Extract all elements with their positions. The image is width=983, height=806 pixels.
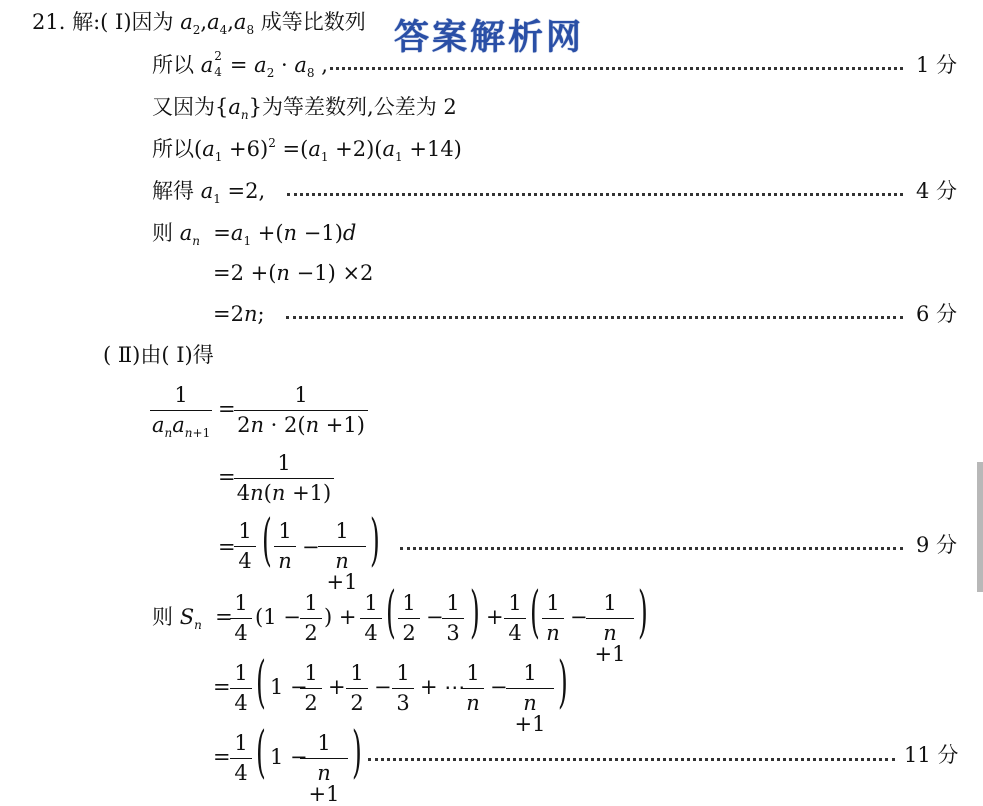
- rparen-1: ): [370, 508, 380, 573]
- lparen-2: (: [386, 580, 396, 645]
- frac-1-over-n-2: 1 n: [542, 593, 564, 644]
- equals-5: =: [213, 745, 231, 769]
- dot-leader-9: [400, 547, 903, 550]
- frac-quarter-2: 1 4: [230, 593, 252, 644]
- minus-4: −: [374, 675, 392, 699]
- step1-line: 所以 a 2 4 = $a_2 \cdot a_8$ ,: [152, 48, 328, 80]
- frac-quarter-6: 1 4: [230, 733, 252, 784]
- minus-1: −: [302, 535, 320, 559]
- sum-term1-close: ) +: [324, 605, 357, 629]
- one-minus-2: 1 −: [270, 745, 308, 769]
- watermark-text: 答案解析网: [394, 18, 585, 58]
- dot-leader-1: [330, 67, 903, 70]
- step2-tail: 为等差数列,公差为 2: [262, 95, 457, 119]
- frac-quarter-3: 1 4: [360, 593, 382, 644]
- scrollbar[interactable]: [977, 462, 983, 592]
- step1-lead: 所以: [152, 53, 194, 77]
- score-6: 6 分: [916, 302, 958, 326]
- frac-1-over-n1-2: 1 n +1: [586, 593, 634, 665]
- one-minus-1: 1 −: [270, 675, 308, 699]
- dot-leader-6: [286, 316, 903, 319]
- score-11: 11 分: [904, 743, 959, 767]
- step3-line: 所以$(a_1 +6)^2 =(a_1 +2)(a_1 +14)$: [152, 136, 462, 164]
- score-4: 4 分: [916, 179, 958, 203]
- frac-1-over-n1: 1 n +1: [318, 521, 366, 593]
- part1-intro-lead: 因为: [131, 10, 174, 34]
- frac-half-4: 1 2: [346, 663, 368, 714]
- equals-3: =: [218, 535, 236, 559]
- frac-half-2: 1 2: [398, 593, 420, 644]
- step4-line: 解得 $a_1 =2$,: [152, 179, 266, 206]
- rparen-2: ): [470, 580, 480, 645]
- minus-2: −: [426, 605, 444, 629]
- minus-3: −: [570, 605, 588, 629]
- frac-half-3: 1 2: [300, 663, 322, 714]
- plus-2: +: [328, 675, 346, 699]
- frac-lhs: 1 $a_na_{n+1}$: [152, 383, 211, 440]
- rparen-5: ): [352, 720, 362, 785]
- frac-1-over-n1-3: 1 n +1: [506, 663, 554, 735]
- step2-line: 又因为$\{a_n\}$为等差数列,公差为 2: [152, 95, 457, 122]
- problem-number: 21. 解:: [32, 10, 101, 34]
- frac-third-1: 1 3: [442, 593, 464, 644]
- equals-1: =: [218, 397, 236, 421]
- frac-1-over-n1-4: 1 n +1: [300, 733, 348, 805]
- equals-2: =: [218, 465, 236, 489]
- frac-half-1: 1 2: [300, 593, 322, 644]
- step6-line: =2 +(n −1) ×2: [213, 261, 374, 285]
- rparen-3: ): [638, 580, 648, 645]
- frac-rhs2: 1 4n(n +1): [234, 453, 334, 504]
- score-9: 9 分: [916, 533, 958, 557]
- score-1: 1 分: [916, 53, 958, 77]
- frac-quarter-5: 1 4: [230, 663, 252, 714]
- plus-ellipsis: + ⋯: [420, 675, 466, 699]
- frac-quarter-4: 1 4: [504, 593, 526, 644]
- rparen-4: ): [558, 650, 568, 715]
- frac-third-2: 1 3: [392, 663, 414, 714]
- dot-leader-4: [287, 193, 903, 196]
- sum-lead-line: 则 $S_n$ =: [152, 605, 233, 632]
- step5-line: 则 $a_n =a_1 +(n -1)d$: [152, 221, 357, 248]
- dot-leader-11: [368, 758, 895, 761]
- part1-label: ( Ⅰ): [100, 10, 132, 34]
- sum-term1-open: (1 −: [255, 605, 301, 629]
- frac-rhs1: 1 2n · 2(n +1): [234, 385, 368, 436]
- lparen-3: (: [530, 580, 540, 645]
- step5-lead: 则: [152, 221, 173, 245]
- equals-4: =: [213, 675, 231, 699]
- minus-5: −: [490, 675, 508, 699]
- frac-1-over-n: 1 n: [274, 521, 296, 572]
- sum-lead: 则: [152, 605, 173, 629]
- lparen-1: (: [262, 508, 272, 573]
- step2-lead: 又因为: [152, 95, 215, 119]
- plus-1: +: [486, 605, 504, 629]
- step4-lead: 解得: [152, 179, 194, 203]
- part2-label: ( Ⅱ)由( Ⅰ)得: [103, 343, 214, 367]
- part1-intro-tail: 成等比数列: [260, 10, 366, 34]
- problem-header: 21. 解:( Ⅰ)因为 $a_2,a_4,a_8$ 成等比数列: [32, 10, 366, 37]
- lparen-4: (: [256, 650, 266, 715]
- step3-lead: 所以: [152, 137, 194, 161]
- frac-quarter-1: 1 4: [234, 521, 256, 572]
- step7-line: =2n;: [213, 302, 265, 326]
- lparen-5: (: [256, 720, 266, 785]
- frac-1-over-n-3: 1 n: [462, 663, 484, 714]
